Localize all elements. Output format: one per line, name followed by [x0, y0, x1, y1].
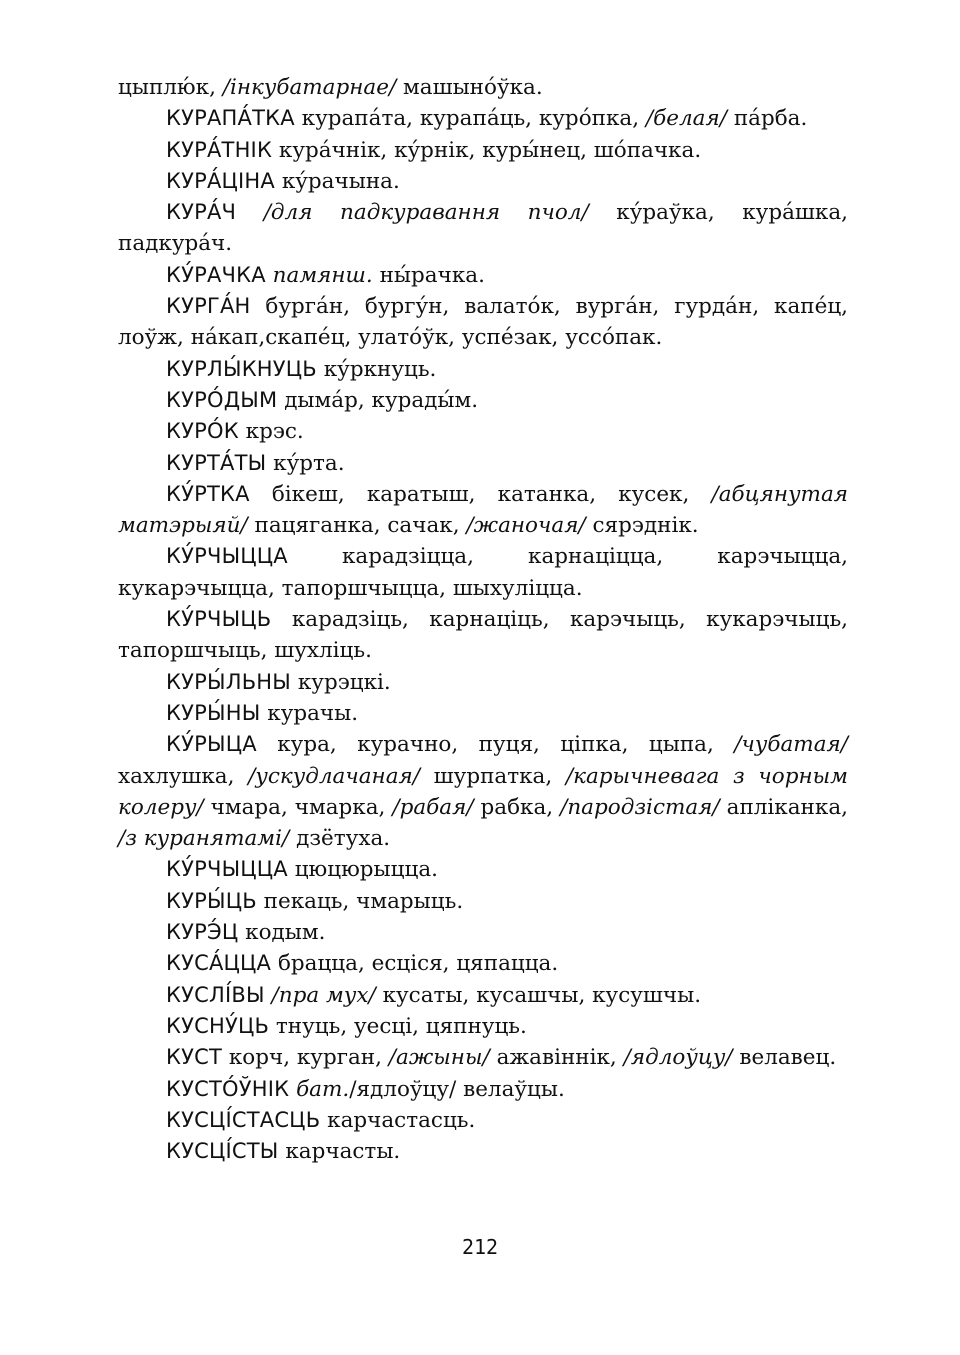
entry-text: ку́раўка, кура́шка, падкура́ч. — [118, 200, 848, 257]
dictionary-entry — [118, 729, 848, 854]
entry-text: апліканка, — [719, 794, 848, 820]
dictionary-entry — [118, 416, 848, 447]
entry-text: пацяганка, сачак, — [247, 513, 467, 539]
entry-text: дыма́р, курады́м. — [277, 387, 479, 413]
entry-text: тнуць, уесці, цяпнуць. — [269, 1013, 527, 1039]
headword: КУ́РАЧКА — [166, 262, 266, 287]
headword: КУСЛІ́ВЫ — [166, 982, 265, 1007]
headword: КУРА́ЦІНА — [166, 168, 275, 193]
headword: КУСА́ЦЦА — [166, 951, 272, 976]
dictionary-entry — [118, 886, 848, 917]
headword: КУСТ — [166, 1045, 222, 1070]
italic-note: /рабая/ — [392, 794, 474, 820]
dictionary-entry — [118, 1074, 848, 1105]
headword: КУРЛЫ́КНУЦЬ — [166, 356, 317, 381]
dictionary-entry — [118, 1105, 848, 1136]
dictionary-page-text — [118, 72, 848, 1167]
dictionary-entry — [118, 385, 848, 416]
italic-note: /ускудлачаная/ — [248, 763, 420, 789]
dictionary-entry — [118, 917, 848, 948]
entry-text: кодым. — [238, 920, 326, 946]
entry-text: карадзіць, карнаціць, карэчыць, кукарэчыць, тапоршчыць, шухліць. — [118, 607, 848, 664]
entry-text: бурга́н, бургу́н, валато́к, вурга́н, гурда́н, капе́ц, лоўж, на́кап,скапе́ц, улато́ўк, успе́зак, уссо́пак. — [118, 294, 848, 351]
italic-note: памянш. — [272, 262, 373, 288]
dictionary-entry — [118, 448, 848, 479]
entry-text: курапа́та, курапа́ць, куро́пка, — [294, 106, 646, 132]
italic-note: /ядлоўцу/ — [623, 1045, 733, 1071]
entry-text: ку́ркнуць. — [316, 356, 437, 382]
entry-text: кура, курачно, пуця, ціпка, цыпа, — [256, 732, 735, 758]
dictionary-entry — [118, 698, 848, 729]
entry-text: ны́рачка. — [372, 262, 485, 288]
headword: КУ́РЫЦА — [166, 732, 257, 757]
dictionary-entry — [118, 197, 848, 260]
headword: КУРА́ТНІК — [166, 137, 273, 162]
entry-text: ку́рачына. — [275, 168, 400, 194]
headword: КУРЫ́ЦЬ — [166, 888, 257, 913]
headword: КУ́РЧЫЦЬ — [166, 607, 272, 632]
headword: КУСТО́ЎНІК — [166, 1076, 290, 1101]
headword: КУРТА́ТЫ — [166, 450, 267, 475]
entry-text: па́рба. — [726, 106, 808, 132]
dictionary-entry — [118, 479, 848, 542]
italic-note: /з куранятамі/ — [118, 826, 290, 852]
dictionary-entry — [118, 1042, 848, 1073]
entry-text: крэс. — [238, 419, 304, 445]
headword: КУСЦІ́СТАСЦЬ — [166, 1107, 321, 1132]
dictionary-entry — [118, 541, 848, 604]
page-number: 212 — [461, 1235, 499, 1259]
headword: КУРГА́Н — [166, 294, 251, 319]
headword: КУСНУ́ЦЬ — [166, 1013, 270, 1038]
dictionary-entry — [118, 260, 848, 291]
italic-note: /ажыны/ — [388, 1045, 490, 1071]
entry-text — [266, 263, 273, 288]
entry-text: карчастасць. — [320, 1107, 476, 1133]
italic-note: /жаночая/ — [466, 513, 586, 539]
headword: КУРО́ДЫМ — [166, 387, 278, 412]
dictionary-entry — [118, 667, 848, 698]
entry-text: дзётуха. — [289, 826, 391, 852]
dictionary-entry — [118, 980, 848, 1011]
italic-note: /пародзістая/ — [560, 794, 720, 820]
entry-text: цыплю́к, — [118, 75, 223, 100]
dictionary-entry — [118, 1011, 848, 1042]
dictionary-entry — [118, 354, 848, 385]
entry-text: корч, курган, — [222, 1045, 389, 1071]
dictionary-entry — [118, 103, 848, 134]
entry-text: /ядлоўцу/ велаўцы. — [349, 1076, 565, 1102]
italic-note: бат. — [296, 1076, 350, 1102]
entry-text: курачы. — [260, 700, 359, 726]
continuation-line — [118, 72, 848, 103]
dictionary-entry — [118, 135, 848, 166]
entry-text: бікеш, каратыш, катанка, кусек, — [249, 481, 712, 507]
entry-text: рабка, — [473, 794, 561, 820]
entry-text: карчасты. — [278, 1139, 401, 1165]
dictionary-entry — [118, 166, 848, 197]
italic-note: /чубатая/ — [734, 732, 848, 758]
entry-text: цюцюрыцца. — [287, 857, 438, 883]
entry-text: сярэднік. — [585, 513, 699, 539]
headword: КУРЫ́ЛЬНЫ — [166, 669, 292, 694]
headword: КУ́РЧЫЦЦА — [166, 857, 288, 882]
entry-text: ку́рта. — [266, 450, 345, 476]
italic-note: /белая/ — [645, 106, 727, 132]
entry-text: велавец. — [732, 1045, 837, 1071]
headword: КУ́РЧЫЦЦА — [166, 544, 288, 569]
headword: КУ́РТКА — [166, 481, 250, 506]
entry-text: шурпатка, — [420, 763, 566, 789]
italic-note: /абцянутая матэрыяй/ — [118, 481, 848, 539]
headword: КУРЭ́Ц — [166, 920, 239, 945]
entry-text — [265, 983, 272, 1008]
italic-note: /інкубатарнае/ — [222, 75, 397, 100]
entry-text — [236, 200, 264, 225]
entry-text: курэцкі. — [291, 669, 391, 695]
dictionary-entry — [118, 1136, 848, 1167]
entry-text: ажавіннік, — [489, 1045, 624, 1071]
headword: КУРАПА́ТКА — [166, 106, 295, 131]
entry-text: карадзіцца, карнаціцца, карэчыцца, кукарэчыцца, тапоршчыцца, шыхуліцца. — [118, 544, 848, 601]
entry-text: чмара, чмарка, — [203, 794, 393, 820]
headword: КУРЫ́НЫ — [166, 700, 261, 725]
dictionary-entry — [118, 948, 848, 979]
dictionary-entry — [118, 291, 848, 354]
entry-text: машыно́ўка. — [396, 75, 543, 100]
italic-note: /пра мух/ — [271, 982, 376, 1008]
entry-text: кура́чнік, ку́рнік, куры́нец, шо́пачка. — [272, 137, 702, 163]
dictionary-entry — [118, 854, 848, 885]
entry-text: брацца, есціся, цяпацца. — [271, 951, 559, 977]
entry-text: хахлушка, — [118, 763, 249, 789]
entry-text: пекаць, чмарыць. — [256, 888, 464, 914]
italic-note: /карычневага з чорным колеру/ — [118, 763, 848, 820]
italic-note: /для падкуравання пчол/ — [263, 200, 589, 226]
headword: КУСЦІ́СТЫ — [166, 1139, 279, 1164]
entry-text: кусаты, кусашчы, кусушчы. — [375, 982, 702, 1008]
dictionary-entry — [118, 604, 848, 667]
headword: КУРО́К — [166, 419, 239, 444]
headword: КУРА́Ч — [166, 200, 237, 225]
